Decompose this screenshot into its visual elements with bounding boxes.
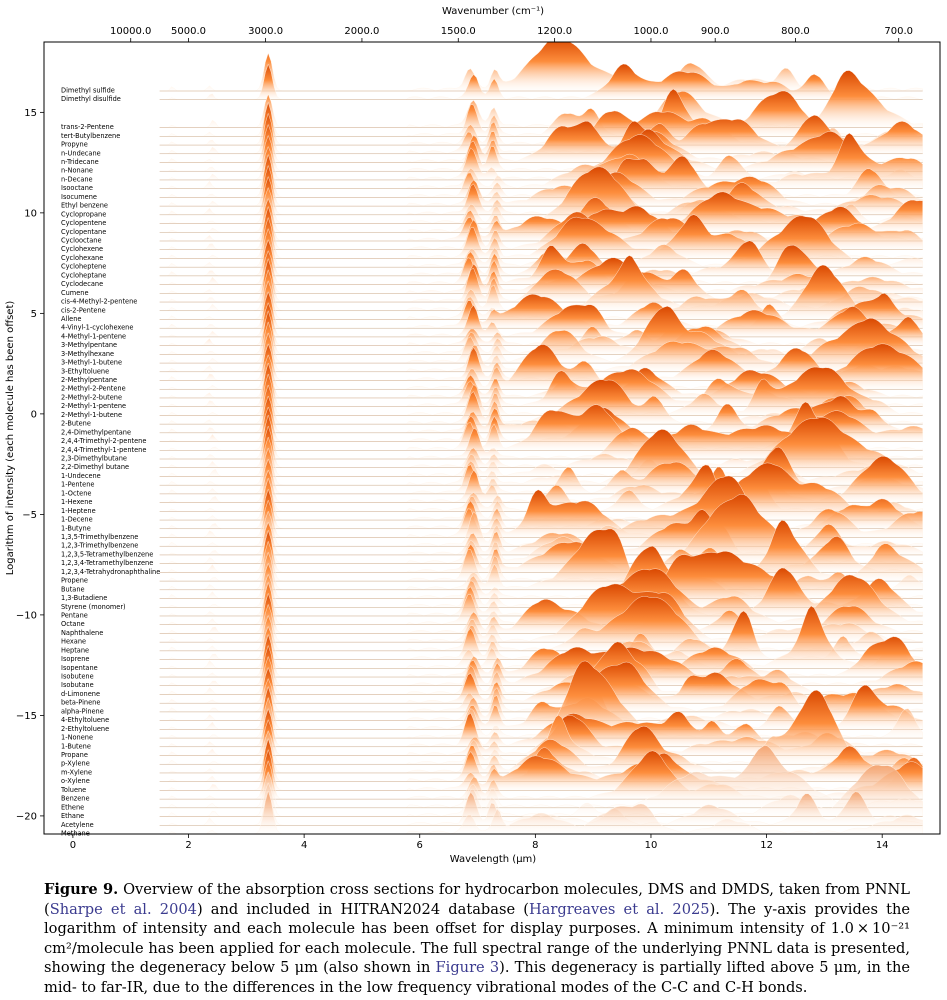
molecule-label: 4-Methyl-1-pentene [61, 332, 127, 341]
molecule-label: m-Xylene [61, 768, 93, 777]
molecule-label: Acetylene [61, 820, 94, 829]
y-tick-label: 5 [30, 308, 37, 320]
molecule-label: Dimethyl sulfide [61, 86, 115, 95]
molecule-label: 1-Undecene [61, 471, 101, 480]
x-tick-label: 0 [69, 840, 77, 851]
molecule-label: n-Nonane [61, 166, 93, 175]
citation-link-sharpe[interactable]: Sharpe et al. 2004 [49, 900, 197, 918]
molecule-label: cis-4-Methyl-2-pentene [61, 297, 138, 306]
molecule-label: Octane [61, 620, 85, 629]
molecule-label: d-Limonene [61, 689, 100, 698]
molecule-label: 4-Ethyltoluene [61, 716, 110, 725]
y-axis-label: Logarithm of intensity (each molecule has been offset) [5, 300, 16, 576]
caption-text-3: ). The y-axis provides the logarithm of intensity and each molecule has been offset for display purposes. A minimum intensity of 1.0 × 10⁻²¹ cm²/molecule has been applied for each molecule. The full spectral range of the underlying PNNL data is presented, showing the degeneracy below 5 μm (also shown in [44, 900, 911, 977]
molecule-label: Cycloheptene [61, 262, 107, 271]
molecule-label: 2-Butene [61, 419, 91, 428]
figure-caption [44, 880, 910, 998]
molecule-label: Cyclohexane [61, 253, 104, 262]
molecule-label: 1-Nonene [61, 733, 94, 742]
molecule-label: Propane [61, 751, 88, 760]
molecule-label: Ethene [61, 803, 85, 812]
x-axis-label: Wavelength (μm) [449, 854, 537, 865]
caption-text-2: ) and included in HITRAN2024 database ( [196, 900, 529, 918]
top-tick-label: 800.0 [781, 26, 810, 37]
molecule-label: 1,3-Butadiene [61, 594, 108, 603]
molecule-label: n-Decane [61, 175, 93, 184]
molecule-label: Propyne [61, 140, 88, 149]
molecule-label: Ethane [61, 812, 85, 821]
caption-text-4: ). This degeneracy is partially lifted above 5 μm, in the mid- to far-IR, due to the differences in the low frequency vibrational modes of the C-C and C-H bonds. [44, 959, 910, 996]
x-tick-label: 14 [875, 840, 889, 851]
top-tick-label: 1000.0 [633, 26, 669, 37]
top-axis-label: Wavenumber (cm⁻¹) [442, 6, 544, 17]
molecule-label: Isobutene [61, 672, 94, 681]
molecule-label: 2,4,4-Trimethyl-1-pentene [61, 445, 147, 454]
molecule-label: 1-Octene [61, 489, 92, 498]
molecule-label: Isocumene [61, 192, 97, 201]
molecule-label: Hexane [61, 637, 87, 646]
molecule-label: 2,2-Dimethyl butane [61, 463, 130, 472]
caption-text-1: Overview of the absorption cross sections for hydrocarbon molecules, DMS and DMDS, taken from PNNL ( [44, 881, 910, 918]
molecule-label: Cyclopentene [61, 219, 107, 228]
molecule-label: 2-Methyl-2-Pentene [61, 384, 126, 393]
top-tick-label: 1200.0 [537, 26, 573, 37]
molecule-label: 2-Methylpentane [61, 376, 118, 385]
molecule-label: Cumene [61, 288, 89, 297]
molecule-label: Toluene [61, 785, 87, 794]
molecule-label: Dimethyl disulfide [61, 95, 121, 104]
molecule-label: 1,2,3,4-Tetramethylbenzene [61, 559, 154, 568]
molecule-label: Naphthalene [61, 628, 104, 637]
molecule-label: 1,2,3-Trimethylbenzene [61, 541, 139, 550]
y-tick-label: −5 [22, 509, 37, 521]
molecule-label: 1-Butyne [61, 524, 91, 533]
molecule-label: 3-Methylhexane [61, 349, 115, 358]
top-axis-ticks [110, 26, 913, 42]
top-tick-label: 700.0 [884, 26, 914, 37]
x-tick-label: 12 [760, 840, 773, 851]
y-tick-label: −10 [15, 610, 37, 622]
molecule-label: 2-Methyl-1-pentene [61, 402, 127, 411]
molecule-label: 1-Pentene [61, 480, 95, 489]
x-tick-label: 8 [532, 840, 539, 851]
molecule-label: 1-Hexene [61, 498, 93, 507]
molecule-label: 2-Ethyltoluene [61, 724, 110, 733]
x-axis-ticks [70, 834, 889, 851]
top-tick-label: 2000.0 [344, 26, 380, 37]
molecule-label: 4-Vinyl-1-cyclohexene [61, 323, 134, 332]
molecule-label: Isoprene [61, 655, 90, 664]
molecule-label: Cyclooctane [61, 236, 102, 245]
molecule-label: 1,2,3,4-Tetrahydronaphthaline [61, 567, 161, 576]
top-tick-label: 1500.0 [440, 26, 476, 37]
y-tick-label: 10 [24, 208, 37, 220]
spectra-ridges [160, 37, 923, 834]
x-tick-label: 6 [416, 840, 423, 851]
molecule-label: 1-Butene [61, 742, 91, 751]
molecule-label: Benzene [61, 794, 90, 803]
y-axis-ticks [16, 108, 44, 823]
citation-link-hargreaves[interactable]: Hargreaves et al. 2025 [528, 900, 710, 918]
molecule-label: 3-Methylpentane [61, 341, 118, 350]
molecule-label: alpha-Pinene [61, 707, 104, 716]
molecule-label: trans-2-Pentene [61, 123, 114, 132]
molecule-label: 1-Heptene [61, 506, 96, 515]
molecule-label: 2-Methyl-2-butene [61, 393, 123, 402]
molecule-label: Methane [61, 829, 90, 838]
molecule-labels [60, 87, 160, 838]
top-tick-label: 5000.0 [171, 26, 207, 37]
molecule-label: Cyclohexene [61, 245, 104, 254]
y-tick-label: −15 [15, 710, 37, 722]
molecule-label: 3-Ethyltoluene [61, 367, 110, 376]
molecule-label: 2,4,4-Trimethyl-2-pentene [61, 437, 147, 446]
molecule-label: 3-Methyl-1-butene [61, 358, 123, 367]
molecule-label: Isopentane [61, 663, 98, 672]
figure-3-link[interactable]: Figure 3 [435, 959, 500, 977]
molecule-label: Cyclopentane [61, 227, 107, 236]
molecule-label: o-Xylene [61, 777, 90, 786]
molecule-label: Butane [61, 585, 85, 594]
top-tick-label: 3000.0 [248, 26, 284, 37]
molecule-label: Allene [61, 314, 82, 323]
x-tick-label: 4 [300, 840, 308, 851]
molecule-label: 1-Decene [61, 515, 93, 524]
molecule-label: Propene [61, 576, 88, 585]
molecule-label: 2,3-Dimethylbutane [61, 454, 127, 463]
molecule-label: Cyclodecane [61, 280, 104, 289]
molecule-label: 1,2,3,5-Tetramethylbenzene [61, 550, 154, 559]
x-tick-label: 2 [185, 840, 192, 851]
molecule-label: 1,3,5-Trimethylbenzene [61, 532, 139, 541]
molecule-label: Cycloheptane [61, 271, 107, 280]
molecule-label: Isobutane [61, 681, 94, 690]
molecule-label: 2-Methyl-1-butene [61, 410, 123, 419]
molecule-label: Pentane [61, 611, 88, 620]
molecule-label: cis-2-Pentene [61, 306, 106, 315]
molecule-label: n-Tridecane [61, 158, 99, 167]
caption-label: Figure 9. [44, 881, 119, 898]
molecule-label: Ethyl benzene [61, 201, 108, 210]
molecule-label: Cyclopropane [61, 210, 107, 219]
y-tick-label: 15 [24, 107, 37, 119]
y-tick-label: 0 [30, 409, 37, 421]
molecule-label: beta-Pinene [61, 698, 101, 707]
molecule-label: Heptane [61, 646, 90, 655]
top-tick-label: 10000.0 [110, 26, 152, 37]
molecule-label: p-Xylene [61, 759, 90, 768]
molecule-label: Styrene (monomer) [61, 602, 126, 611]
molecule-label: 2,4-Dimethylpentane [61, 428, 132, 437]
top-tick-label: 900.0 [700, 26, 730, 37]
molecule-label: Isooctane [61, 184, 93, 193]
x-tick-label: 10 [644, 840, 658, 851]
molecule-label: tert-Butylbenzene [61, 131, 121, 140]
molecule-label: n-Undecane [61, 149, 101, 158]
y-tick-label: −20 [15, 811, 37, 823]
